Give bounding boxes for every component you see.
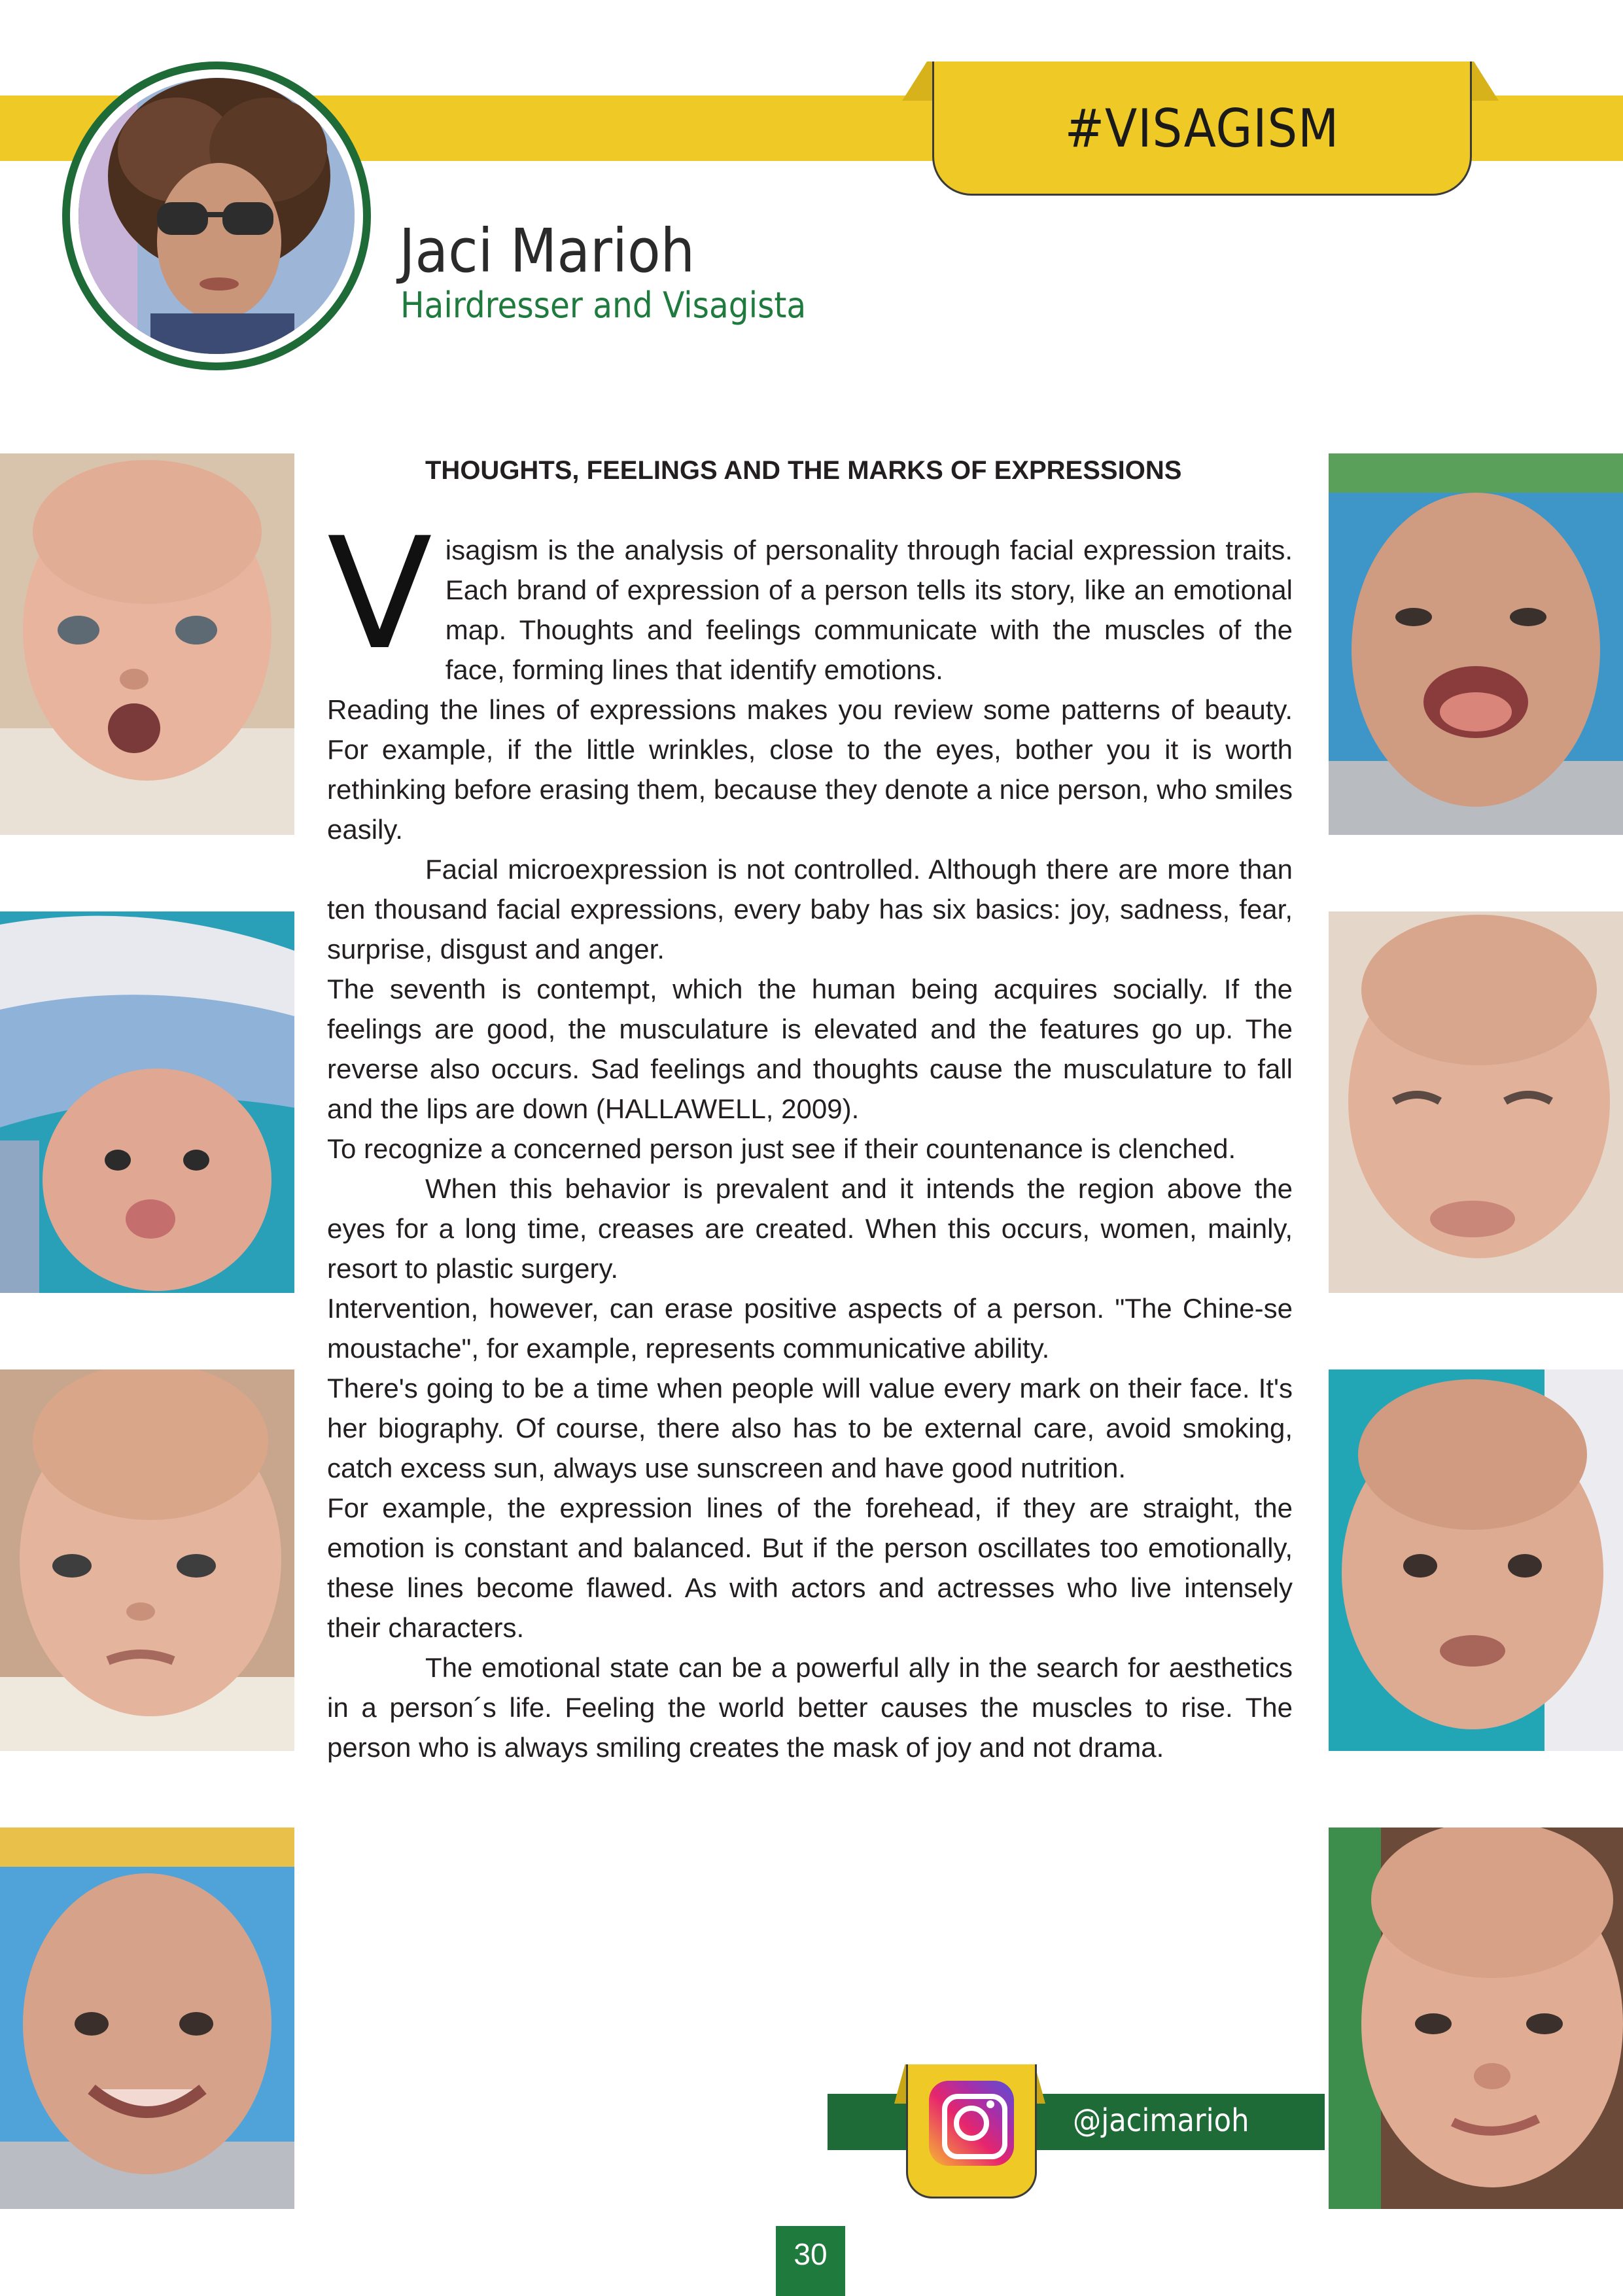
paragraph-4: The seventh is contempt, which the human being acquires socially. If the feelings are good, the musculature is elevated and the features go up. The reverse also occurs. Sad feelings and thoughts cause the musculature to fall and the lips are down (HALLAWELL, 2009). [327, 974, 1293, 1124]
baby-photo-smile [0, 1828, 294, 2209]
instagram-handle[interactable]: @jacimarioh [1073, 2102, 1249, 2139]
paragraph-5: To recognize a concerned person just see if their countenance is clenched. [327, 1133, 1236, 1164]
baby-photo-grin [1329, 1828, 1623, 2209]
instagram-icon[interactable] [929, 2081, 1014, 2166]
baby-photo-laugh [1329, 453, 1623, 835]
paragraph-10: The emotional state can be a powerful ally in the search for aesthetics in a person´s life. Feeling the world better causes the muscles to rise. The person who is always smiling creates the mask of joy and not drama. [327, 1652, 1293, 1763]
drop-cap: V [327, 505, 432, 684]
avatar-portrait-image [79, 78, 355, 354]
section-tag: #VISAGISM [1064, 98, 1340, 159]
paragraph-8: There's going to be a time when people will value every mark on their face. It's her biography. Of course, there also has to be external care, avoid smoking, catch excess sun, always use sunscreen and have good nutrition. [327, 1373, 1293, 1483]
author-name: Jaci Marioh [399, 216, 695, 286]
baby-photo-worried [1329, 1369, 1623, 1751]
paragraph-2: Reading the lines of expressions makes you review some patterns of beauty. For example, if the little wrinkles, close to the eyes, bother you it is worth rethinking before erasing them, because they denote a nice person, who smiles easily. [327, 694, 1293, 845]
paragraph-3: Facial microexpression is not controlled. Although there are more than ten thousand facial expressions, every baby has six basics: joy, sadness, fear, surprise, disgust and anger. [327, 854, 1293, 964]
paragraph-7: Intervention, however, can erase positive aspects of a person. "The Chine-se moustache", for example, represents communicative ability. [327, 1293, 1293, 1364]
baby-photo-cry [1329, 911, 1623, 1293]
page-number: 30 [794, 2237, 828, 2271]
author-avatar [79, 78, 355, 354]
paragraph-9: For example, the expression lines of the forehead, if they are straight, the emotion is constant and balanced. But if the person oscillates too emotionally, these lines become flawed. As with actors and actresses who live intensely their characters. [327, 1492, 1293, 1643]
baby-photo-hat [0, 911, 294, 1293]
author-role: Hairdresser and Visagista [400, 285, 807, 326]
paragraph-1: isagism is the analysis of personality through facial expression traits. Each brand of expression of a person tells its story, like an emotional map. Thoughts and feelings communicate with the muscles of the face, forming lines that identify emotions. [445, 535, 1293, 685]
article-body [327, 505, 1293, 1767]
baby-photo-surprise [0, 453, 294, 835]
baby-photo-frown [0, 1369, 294, 1751]
article-title: THOUGHTS, FEELINGS AND THE MARKS OF EXPRESSIONS [425, 456, 1182, 485]
paragraph-6: When this behavior is prevalent and it intends the region above the eyes for a long time, creases are created. When this occurs, women, mainly, resort to plastic surgery. [327, 1173, 1293, 1284]
